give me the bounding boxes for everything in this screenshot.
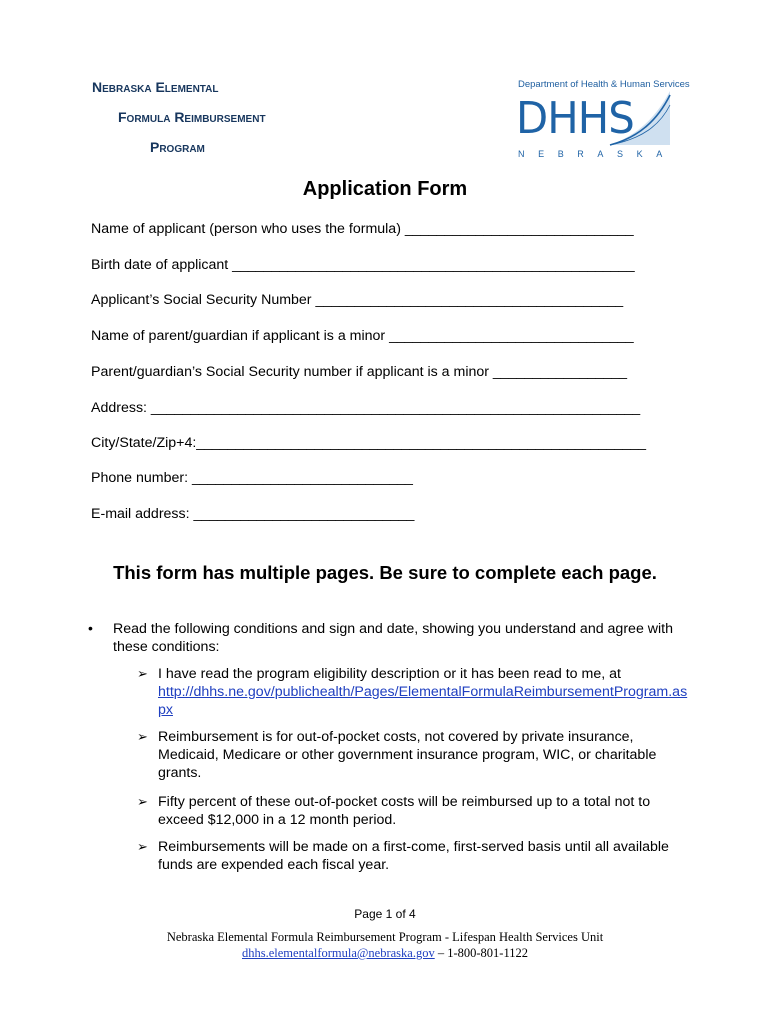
footer-unit: Nebraska Elemental Formula Reimbursement Program - Lifespan Health Services Unit	[166, 930, 604, 944]
program-title-line-3: Program	[150, 139, 205, 155]
condition-3: Fifty percent of these out-of-pocket costs will be reimbursed up to a total not to exceed $12,000 in a 12 month period.	[158, 794, 651, 828]
logo-dhhs-text: DHHS	[516, 93, 634, 144]
program-title-line-2: Formula Reimbursement	[118, 109, 266, 125]
condition-1-text: I have read the program eligibility description or it has been read to me, at	[158, 666, 621, 682]
program-title-line-1: Nebraska Elemental	[92, 79, 219, 95]
arrow-bullet-icon: ➢	[137, 666, 148, 681]
footer-email-link[interactable]: dhhs.elementalformula@nebraska.gov	[242, 946, 435, 960]
field-applicant-name[interactable]: Name of applicant (person who uses the formula) _____________________________	[91, 221, 634, 237]
field-guardian-name[interactable]: Name of parent/guardian if applicant is a minor _______________________________	[91, 328, 634, 344]
logo-department-text: Department of Health & Human Services	[518, 79, 690, 90]
footer-phone: – 1-800-801-1122	[434, 946, 528, 960]
condition-4: Reimbursements will be made on a first-come, first-served basis until all available funds are expended each fiscal year.	[158, 839, 669, 873]
field-address[interactable]: Address: ______________________________________________________________	[91, 400, 641, 416]
arrow-bullet-icon: ➢	[137, 729, 148, 744]
footer-contact	[0, 946, 770, 961]
form-title: Application Form	[302, 178, 468, 200]
field-applicant-ssn[interactable]: Applicant’s Social Security Number _______________________________________	[91, 292, 624, 308]
arrow-bullet-icon: ➢	[137, 794, 148, 809]
condition-1	[158, 665, 688, 719]
conditions-intro: Read the following conditions and sign and date, showing you understand and agree with these conditions:	[113, 621, 674, 655]
condition-2: Reimbursement is for out-of-pocket costs, not covered by private insurance, Medicaid, Medicare or other government insurance program, WIC, or charitable grants.	[158, 729, 657, 781]
field-email[interactable]: E-mail address: ____________________________	[91, 506, 415, 522]
field-guardian-ssn[interactable]: Parent/guardian’s Social Security number if applicant is a minor _________________	[91, 364, 628, 380]
field-phone[interactable]: Phone number: ____________________________	[91, 470, 413, 486]
arrow-bullet-icon: ➢	[137, 839, 148, 854]
logo-state-text: NEBRASKA	[518, 149, 676, 159]
dhhs-logo	[516, 79, 690, 163]
field-city-state-zip[interactable]: City/State/Zip+4:_________________________________________________________	[91, 435, 647, 451]
bullet-icon: •	[88, 620, 93, 636]
field-birth-date[interactable]: Birth date of applicant ___________________________________________________	[91, 257, 635, 273]
page-number: Page 1 of 4	[354, 907, 416, 921]
multi-page-notice: This form has multiple pages. Be sure to complete each page.	[113, 562, 657, 583]
eligibility-link[interactable]: http://dhhs.ne.gov/publichealth/Pages/ElementalFormulaReimbursementProgram.aspx	[158, 684, 688, 718]
